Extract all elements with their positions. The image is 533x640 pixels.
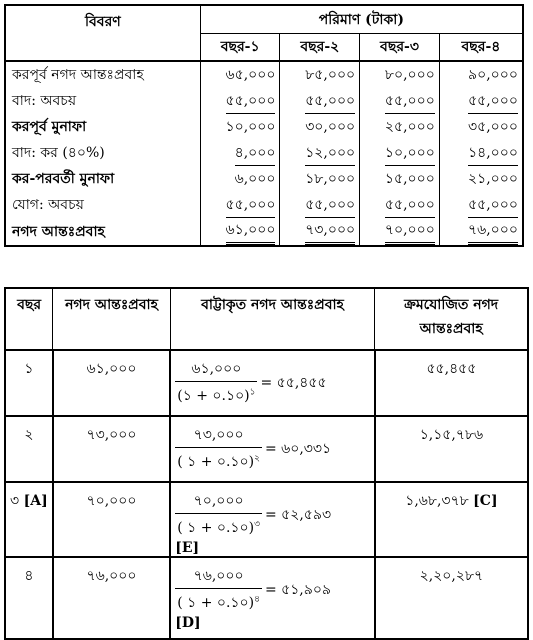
fraction-exponent: ৪: [254, 594, 260, 605]
cumulative-value: ১,৬৮,৩৭৮: [405, 493, 469, 509]
cell-value: ৫৫,০০০: [385, 193, 435, 218]
discount-fraction: [175, 423, 262, 474]
discount-formula-cell: [170, 416, 375, 482]
header-year: বছর: [5, 288, 53, 350]
cell-value: ১৫,০০০: [384, 170, 435, 187]
header-amount: পরিমাণ (টাকা): [200, 5, 523, 34]
cumulative-cell: ২,২০,২৮৭: [375, 557, 528, 639]
row-label: করপূর্ব মুনাফা: [5, 114, 200, 140]
table-row: [5, 482, 528, 557]
discounted-value: = ৫৫,৪৫৫: [260, 374, 327, 391]
year-header: বছর-৪: [439, 34, 523, 62]
fraction-numerator: ৭৬,০০০: [175, 564, 262, 589]
cell-value: ৩০,০০০: [305, 118, 356, 135]
fraction-exponent: ২: [254, 453, 260, 464]
cell-value: ৫৫,০০০: [305, 193, 355, 218]
table-row: [5, 166, 523, 192]
cell-value: ১৮,০০০: [305, 170, 356, 187]
table-row: [5, 114, 523, 140]
cell-value: ৬,০০০: [234, 170, 276, 187]
fraction-denominator: ( ১ + ০.১০): [177, 454, 255, 470]
formula-note: [D]: [175, 615, 201, 631]
discounted-value: = ৫১,৯০৯: [264, 581, 332, 598]
table-row: [5, 218, 523, 246]
cell-value: ৩৫,০০০: [468, 118, 518, 135]
cell-value: ১০,০০০: [385, 141, 435, 166]
cell-value: ৮০,০০০: [384, 66, 435, 83]
cell-value: ৫৫,০০০: [468, 193, 518, 218]
cash-cell: ৭৬,০০০: [53, 557, 170, 639]
year-value: ৩: [10, 493, 20, 509]
discount-formula-cell: [170, 557, 375, 639]
cell-value: ২১,০০০: [468, 170, 518, 187]
fraction-numerator: ৭০,০০০: [175, 489, 262, 514]
fraction-denominator: ( ১ + ০.১০): [177, 595, 255, 611]
header-discounted-cash-inflow: বাট্টাকৃত নগদ আন্তঃপ্রবাহ: [170, 288, 375, 350]
table-row: [5, 557, 528, 639]
cell-value: ৪,০০০: [235, 141, 276, 166]
cash-inflow-table: [4, 4, 524, 247]
row-label: করপূর্ব নগদ আন্তঃপ্রবাহ: [5, 61, 200, 88]
cell-value: ৫৫,০০০: [385, 89, 435, 114]
fraction-numerator: ৭৩,০০০: [175, 423, 262, 448]
discount-fraction: [175, 357, 257, 408]
cell-value: ৬৫,০০০: [225, 66, 276, 83]
year-value: ৪: [24, 568, 34, 584]
cumulative-tag: [C]: [473, 493, 498, 509]
discounted-value: = ৫২,৫৯৩: [264, 506, 332, 523]
row-label: বাদ: কর (৪০%): [5, 140, 200, 166]
discount-fraction: [175, 564, 262, 615]
fraction-denominator: ( ১ + ০.১০): [177, 520, 255, 536]
cell-value: ৫৫,০০০: [226, 89, 276, 114]
table-row: [5, 61, 523, 88]
cell-value: ৫৫,০০০: [226, 193, 276, 218]
table-row: [5, 350, 528, 416]
year-header: বছর-১: [200, 34, 280, 62]
cell-value: ৫৫,০০০: [305, 89, 355, 114]
cell-value: ৮৫,০০০: [305, 66, 356, 83]
discounted-value: = ৬০,৩৩১: [264, 440, 332, 457]
discount-formula-cell: [170, 482, 375, 557]
cell-value: ৭৩,০০০: [305, 218, 355, 245]
cumulative-cell: ১,১৫,৭৮৬: [375, 416, 528, 482]
table-row: [5, 88, 523, 114]
table-row: [5, 192, 523, 218]
row-label: নগদ আন্তঃপ্রবাহ: [5, 218, 200, 246]
cell-value: ৫৫,০০০: [468, 89, 518, 114]
fraction-exponent: ১: [249, 387, 256, 398]
row-label: যোগ: অবচয়: [5, 192, 200, 218]
cell-value: ২৫,০০০: [384, 118, 435, 135]
year-tag: [A]: [23, 493, 48, 509]
header-cumulative-cash-inflow: ক্রমযোজিত নগদ আন্তঃপ্রবাহ: [375, 288, 528, 350]
header-cash-inflow: নগদ আন্তঃপ্রবাহ: [53, 288, 170, 350]
cumulative-cell: [375, 482, 528, 557]
year-cell: [5, 416, 53, 482]
cash-cell: ৭৩,০০০: [53, 416, 170, 482]
discounted-cash-flow-table: [4, 287, 529, 640]
table-header-row: [5, 288, 528, 350]
year-cell: [5, 557, 53, 639]
fraction-exponent: ৩: [254, 519, 260, 530]
year-value: ২: [24, 427, 34, 443]
year-cell: [5, 482, 53, 557]
cell-value: ১০,০০০: [225, 118, 276, 135]
cell-value: ৭৬,০০০: [468, 218, 518, 245]
fraction-denominator: (১ + ০.১০): [177, 388, 250, 404]
year-header: বছর-৩: [360, 34, 440, 62]
cell-value: ১২,০০০: [305, 141, 355, 166]
discount-formula-cell: [170, 350, 375, 416]
cumulative-cell: ৫৫,৪৫৫: [375, 350, 528, 416]
formula-note: [E]: [175, 540, 200, 556]
table-row: [5, 416, 528, 482]
year-cell: [5, 350, 53, 416]
year-header: বছর-২: [280, 34, 360, 62]
discount-fraction: [175, 489, 262, 540]
cell-value: ৭০,০০০: [385, 218, 435, 245]
year-value: ১: [24, 361, 34, 377]
cell-value: ৯০,০০০: [468, 66, 518, 83]
cash-cell: ৭০,০০০: [53, 482, 170, 557]
row-label: বাদ: অবচয়: [5, 88, 200, 114]
cell-value: ৬১,০০০: [226, 218, 276, 245]
row-label: কর-পরবর্তী মুনাফা: [5, 166, 200, 192]
header-description: বিবরণ: [5, 5, 200, 61]
cell-value: ১৪,০০০: [468, 141, 518, 166]
fraction-numerator: ৬১,০০০: [175, 357, 257, 382]
cash-cell: ৬১,০০০: [53, 350, 170, 416]
table-row: [5, 140, 523, 166]
